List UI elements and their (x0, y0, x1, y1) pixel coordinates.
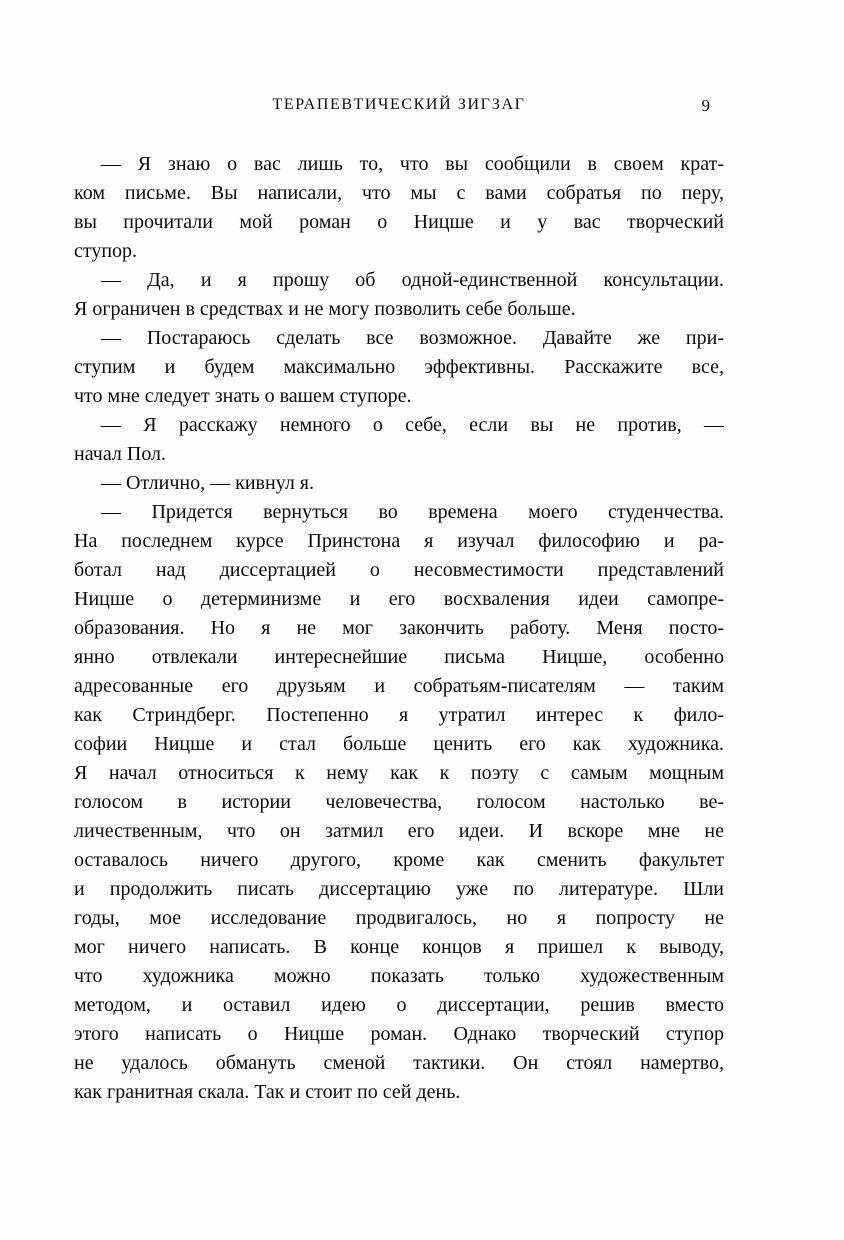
text-line: образования. Но я не мог закончить работу. Меня посто- (74, 617, 724, 639)
paragraph (74, 411, 724, 469)
text-line: адресованные его друзьям и собратьям-писателям — таким (74, 675, 724, 697)
paragraph (74, 150, 724, 266)
paragraph (74, 324, 724, 411)
text-line: годы, мое исследование продвигалось, но я попросту не (74, 907, 724, 929)
text-line: — Отлично, — кивнул я. (101, 472, 314, 494)
text-line: ком письме. Вы написали, что мы с вами собратья по перу, (74, 182, 724, 204)
text-line: — Придется вернуться во времена моего студенчества. (101, 501, 724, 523)
text-line: как Стриндберг. Постепенно я утратил интерес к фило- (74, 704, 724, 726)
text-line: Я ограничен в средствах и не могу позволить себе больше. (74, 298, 576, 320)
text-line: — Я знаю о вас лишь то, что вы сообщили в своем крат- (101, 153, 724, 175)
text-line: На последнем курсе Принстона я изучал философию и ра- (74, 530, 724, 552)
text-line: — Да, и я прошу об одной-единственной консультации. (101, 269, 724, 291)
text-line: оставалось ничего другого, кроме как сменить факультет (74, 849, 724, 871)
paragraph (74, 469, 724, 498)
text-line: Ницше о детерминизме и его восхваления идеи самопре- (74, 588, 724, 610)
text-line: этого написать о Ницше роман. Однако творческий ступор (74, 1023, 724, 1045)
text-line: — Я расскажу немного о себе, если вы не против, — (101, 414, 724, 436)
running-title: ТЕРАПЕВТИЧЕСКИЙ ЗИГЗАГ (272, 96, 526, 113)
text-line: не удалось обмануть сменой тактики. Он стоял намертво, (74, 1052, 724, 1074)
paragraph (74, 266, 724, 324)
text-line: голосом в истории человечества, голосом настолько ве- (74, 791, 724, 813)
text-line: ступор. (74, 240, 138, 262)
text-line: и продолжить писать диссертацию уже по литературе. Шли (74, 878, 724, 900)
paragraph (74, 498, 724, 1107)
text-line: Я начал относиться к нему как к поэту с самым мощным (74, 762, 724, 784)
text-line: софии Ницше и стал больше ценить его как художника. (74, 733, 724, 755)
text-line: личественным, что он затмил его идеи. И вскоре мне не (74, 820, 724, 842)
text-line: как гранитная скала. Так и стоит по сей день. (74, 1081, 461, 1103)
text-line: методом, и оставил идею о диссертации, решив вместо (74, 994, 724, 1016)
text-line: вы прочитали мой роман о Ницше и у вас творческий (74, 211, 724, 233)
page-header (74, 96, 724, 118)
text-line: что мне следует знать о вашем ступоре. (74, 385, 412, 407)
text-line: что художника можно показать только художественным (74, 965, 724, 987)
text-line: — Постараюсь сделать все возможное. Давайте же при- (101, 327, 724, 349)
text-line: янно отвлекали интереснейшие письма Ницше, особенно (74, 646, 724, 668)
body-text (74, 150, 724, 1107)
text-line: ботал над диссертацией о несовместимости представлений (74, 559, 724, 581)
text-line: ступим и будем максимально эффективны. Расскажите все, (74, 356, 724, 378)
text-line: мог ничего написать. В конце концов я пришел к выводу, (74, 936, 724, 958)
page-number: 9 (701, 96, 710, 115)
text-line: начал Пол. (74, 443, 167, 465)
